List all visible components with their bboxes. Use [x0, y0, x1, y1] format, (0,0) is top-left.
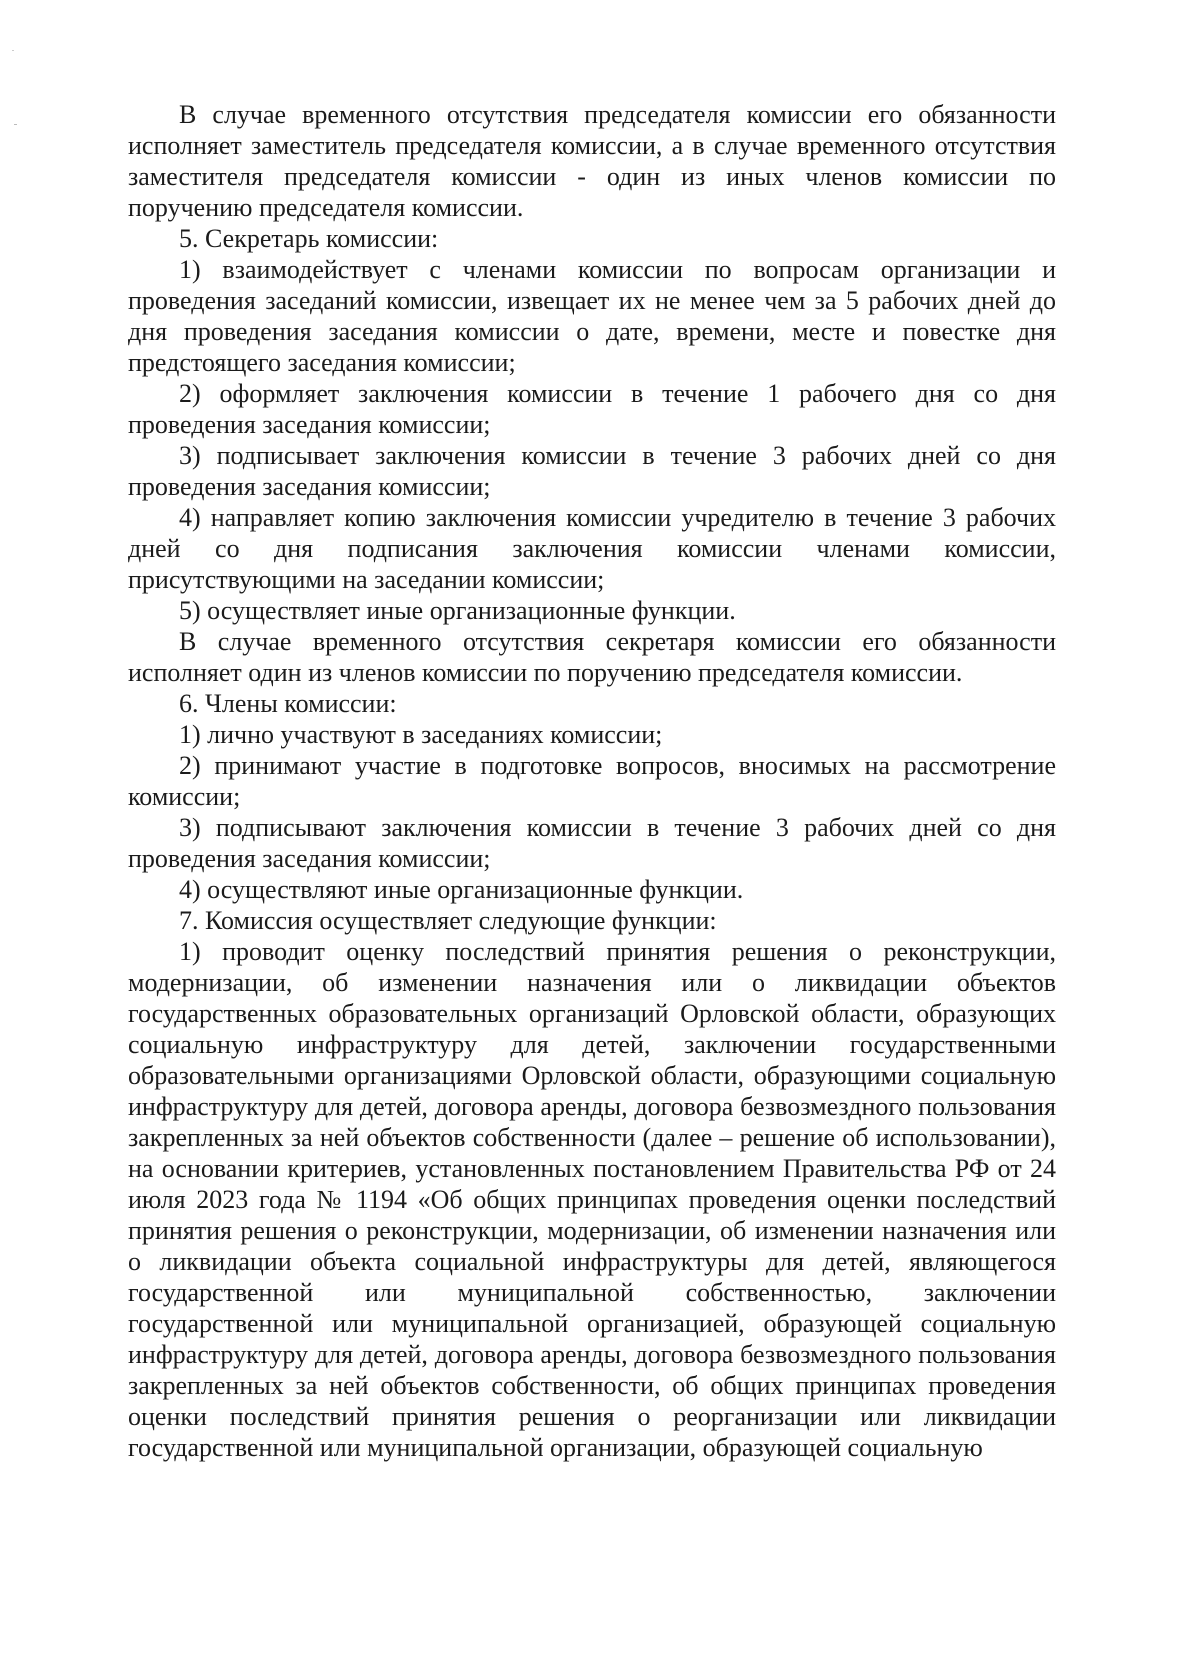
list-item: 1) проводит оценку последствий принятия решения о реконструкции, модернизации, об изменении назначения или о ликвидации объектов государственных образовательных организаций Орловской области, образующих социальную инфраструктуру для детей, заключении государственными образовательными организациями Орловской области, образующими социальную инфраструктуру для детей, договора аренды, договора безвозмездного пользования закрепленных за ней объектов собственности (далее – решение об использовании), на основании критериев, установленных постановлением Правительства РФ от 24 июля 2023 года № 1194 «Об общих принципах проведения оценки последствий принятия решения о реконструкции, модернизации, об изменении назначения или о ликвидации объекта социальной инфраструктуры для детей, являющегося государственной или муниципальной собственностью, заключении государственной или муниципальной организацией, образующей социальную инфраструктуру для детей, договора аренды, договора безвозмездного пользования закрепленных за ней объектов собственности, об общих принципах проведения оценки последствий принятия решения о реорганизации или ликвидации государственной или муниципальной организации, образующей социальную: [128, 937, 1056, 1462]
list-item: 1) взаимодействует с членами комиссии по вопросам организации и проведения заседаний комиссии, извещает их не менее чем за 5 рабочих дней до дня проведения заседания комиссии о дате, времени, месте и повестке дня предстоящего заседания комиссии;: [128, 255, 1056, 377]
list-item: 2) принимают участие в подготовке вопросов, вносимых на рассмотрение комиссии;: [128, 751, 1056, 811]
section-heading: 6. Члены комиссии:: [179, 689, 397, 718]
list-item: 5) осуществляет иные организационные функции.: [179, 596, 736, 625]
paragraph: В случае временного отсутствия председателя комиссии его обязанности исполняет заместитель председателя комиссии, а в случае временного отсутствия заместителя председателя комиссии - один из иных членов комиссии по поручению председателя комиссии.: [128, 100, 1056, 222]
scan-artifact: [12, 50, 14, 51]
section-heading: 5. Секретарь комиссии:: [179, 224, 439, 253]
list-item: 2) оформляет заключения комиссии в течение 1 рабочего дня со дня проведения заседания комиссии;: [128, 379, 1056, 439]
document-body: [128, 99, 1056, 1463]
list-item: 3) подписывает заключения комиссии в течение 3 рабочих дней со дня проведения заседания комиссии;: [128, 441, 1056, 501]
list-item: 1) лично участвуют в заседаниях комиссии;: [179, 720, 663, 749]
scan-artifact: [14, 124, 17, 125]
section-heading: 7. Комиссия осуществляет следующие функции:: [179, 906, 717, 935]
list-item: 4) осуществляют иные организационные функции.: [179, 875, 744, 904]
paragraph: В случае временного отсутствия секретаря комиссии его обязанности исполняет один из членов комиссии по поручению председателя комиссии.: [128, 627, 1056, 687]
list-item: 4) направляет копию заключения комиссии учредителю в течение 3 рабочих дней со дня подписания заключения комиссии членами комиссии, присутствующими на заседании комиссии;: [128, 503, 1056, 594]
list-item: 3) подписывают заключения комиссии в течение 3 рабочих дней со дня проведения заседания комиссии;: [128, 813, 1056, 873]
